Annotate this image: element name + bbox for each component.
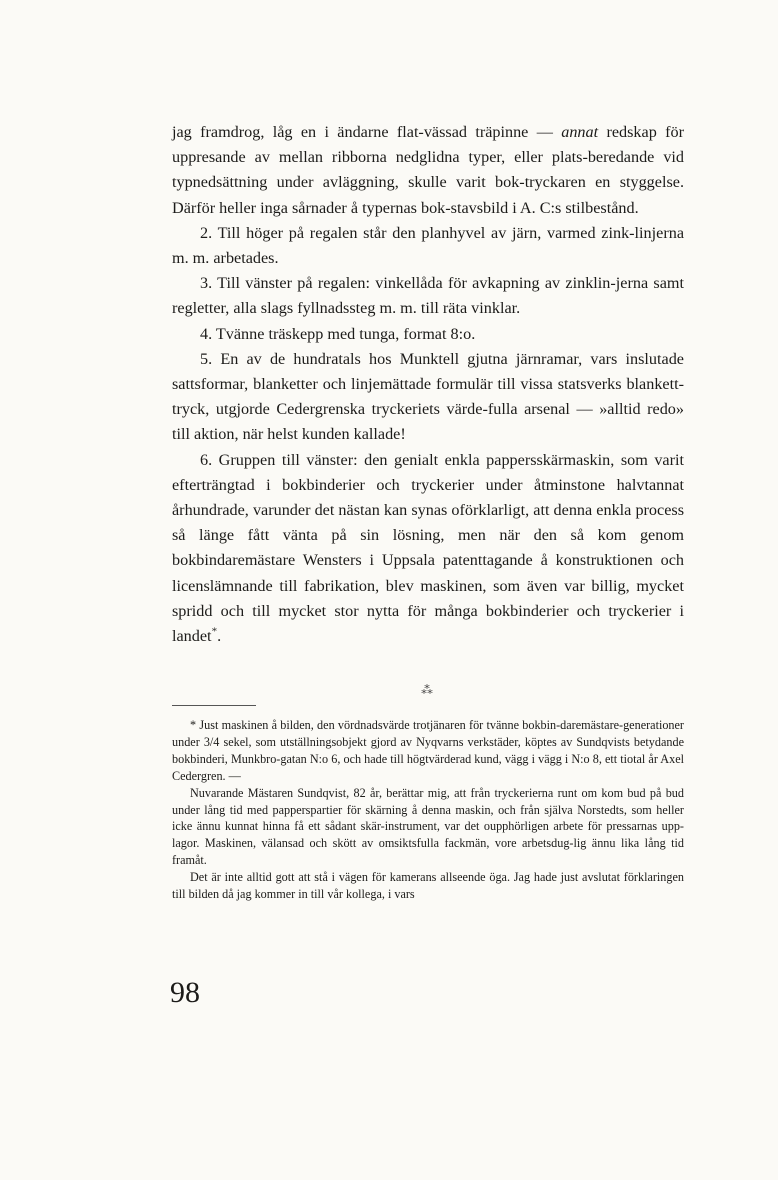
emphasis-annat: annat (561, 123, 599, 141)
footnote-1: * Just maskinen å bilden, den vördnadsvärde trotjänaren för tvänne bokbin-daremästare-generationer under 3/4 sekel, som utställningsobjekt gjord av Nyqvarns verkstäder, köptes av Sundqvists betydande bokbinderi, Munkbro-gatan N:o 6, och hade till högtvärderad kund, vägg i vägg i N:o 8, ett tiotal år Axel Cedergren. — (172, 718, 684, 783)
footnote-2: Nuvarande Mästaren Sundqvist, 82 år, berättar mig, att från tryckerierna runt om kom bud på bud under lång tid med papperspartier för skärning å denna maskin, och från själva Norstedts, som heller icke ännu kunnat hinna få ett sådant skär-instrument, var det oupphörligen arbete för pressarnas upp-lagor. Maskinen, välansad och skött av omsiktsfulla fackmän, vore arbetsdug-lig ännu lika lång tid framåt. (172, 785, 684, 868)
list-item-6: 6. Gruppen till vänster: den genialt enkla pappersskärmaskin, som varit efterträngtad i bokbinderier och tryckerier under åtminstone halvtannat århundrade, varunder det nästan kan synas oförklarligt, att denna enkla process så länge fått vänta på sin lösning, men när den så kom genom bokbindaremästare Wensters i Uppsala patenttagande å konstruktionen och licenslämnande till fabrikation, blev maskinen, som även var billig, mycket spridd och till mycket stor nytta för många bokbinderier och tryckerier i landet*. (172, 450, 684, 646)
footnote-1-marker: * (190, 718, 197, 732)
footnotes (172, 717, 684, 903)
footnote-marker: * (211, 625, 218, 638)
page-number: 98 (170, 976, 200, 1009)
list-item-3: 3. Till vänster på regalen: vinkellåda för avkapning av zinklin-jerna samt regletter, alla slags fyllnadssteg m. m. till räta vinklar. (172, 274, 684, 318)
paragraph-continuation: jag framdrog, låg en i ändarne flat-vässad träpinne — annat redskap för uppresande av mellan ribborna nedglidna typer, eller plats-beredande vid typnedsättning under avläggning, skulle varit bok-tryckaren en styggelse. Därför heller inga sårnader å typernas bok-stavsbild i A. C:s stilbestånd. (172, 123, 685, 217)
list-item-5: 5. En av de hundratals hos Munktell gjutna järnramar, vars inslutade sattsformar, blanketter och linjemättade formulär till vissa statsverks blankett-tryck, utgjorde Cedergrenska tryckeriets värde-fulla arsenal — »alltid redo» till aktion, när helst kunden kallade! (172, 349, 684, 444)
asterism-ornament: ⁂ (421, 683, 433, 697)
footnote-3: Det är inte alltid gott att stå i vägen för kamerans allseende öga. Jag hade just avslutat förklaringen till bilden då jag kommer in till vår kollega, i vars (172, 870, 684, 902)
main-text (172, 120, 684, 649)
list-item-2: 2. Till höger på regalen står den planhyvel av järn, varmed zink-linjerna m. m. arbetades. (172, 223, 684, 268)
list-item-4: 4. Tvänne träskepp med tunga, format 8:o. (200, 324, 476, 343)
footnote-rule (172, 705, 256, 706)
